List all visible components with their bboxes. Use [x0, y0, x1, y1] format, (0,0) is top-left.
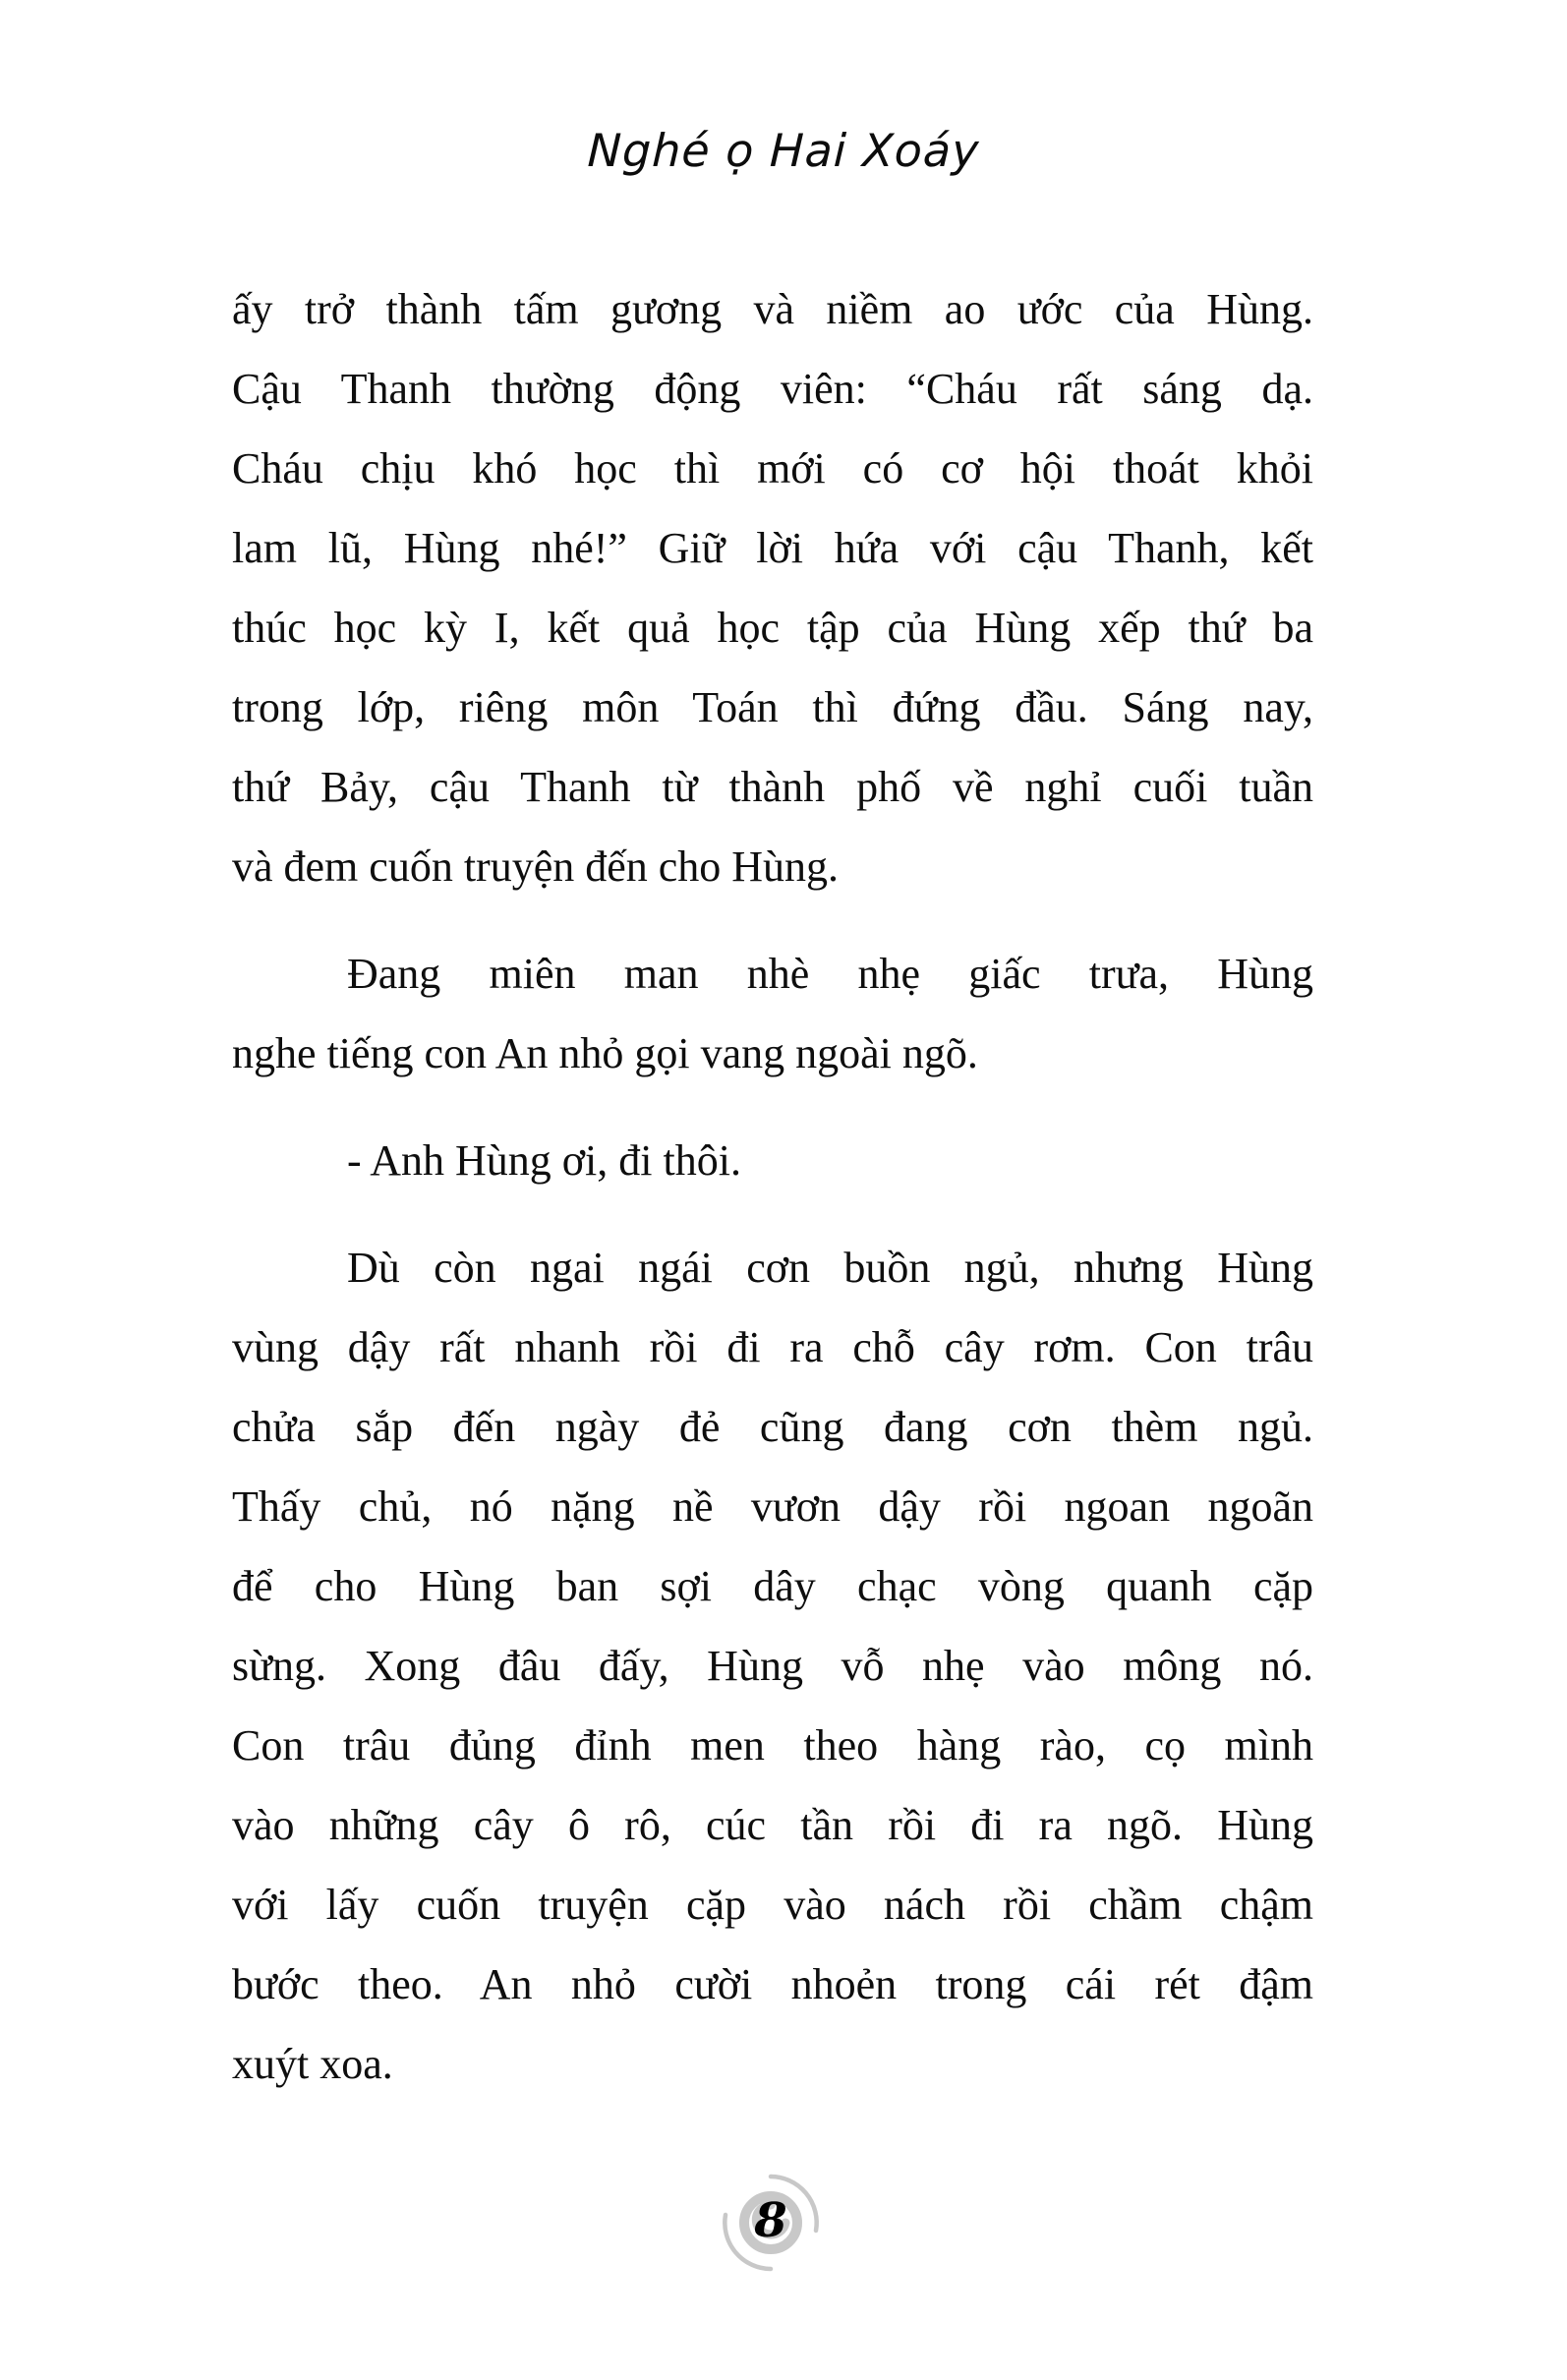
- paragraph: [232, 1228, 1313, 2104]
- text-line: sừng. Xong đâu đấy, Hùng vỗ nhẹ vào mông nó.: [232, 1642, 1313, 1690]
- paragraph: [232, 1121, 1313, 1200]
- text-line: Cậu Thanh thường động viên: “Cháu rất sáng dạ.: [232, 365, 1313, 413]
- text-line: chửa sắp đến ngày đẻ cũng đang cơn thèm ngủ.: [232, 1403, 1313, 1451]
- page-title: Nghé ọ Hai Xoáy: [586, 124, 981, 177]
- text-line: Con trâu đủng đỉnh men theo hàng rào, cọ mình: [232, 1721, 1313, 1770]
- text-line: ấy trở thành tấm gương và niềm ao ước của Hùng.: [232, 285, 1313, 333]
- text-line: với lấy cuốn truyện cặp vào nách rồi chầm chậm: [232, 1881, 1313, 1929]
- page-number-ornament: [692, 2144, 849, 2301]
- text-line: Dù còn ngai ngái cơn buồn ngủ, nhưng Hùng: [347, 1244, 1313, 1292]
- text-line: Đang miên man nhè nhẹ giấc trưa, Hùng: [347, 950, 1313, 998]
- text-line: vào những cây ô rô, cúc tần rồi đi ra ngõ. Hùng: [232, 1801, 1313, 1849]
- text-line: nghe tiếng con An nhỏ gọi vang ngoài ngõ.: [232, 1029, 978, 1077]
- paragraph: [232, 269, 1313, 906]
- body-text: [232, 269, 1313, 2104]
- text-line: thúc học kỳ I, kết quả học tập của Hùng xếp thứ ba: [232, 604, 1313, 652]
- page-number: 8: [754, 2193, 787, 2248]
- text-line: Thấy chủ, nó nặng nề vươn dậy rồi ngoan ngoãn: [232, 1482, 1313, 1531]
- text-line: vùng dậy rất nhanh rồi đi ra chỗ cây rơm. Con trâu: [232, 1323, 1313, 1371]
- text-line: trong lớp, riêng môn Toán thì đứng đầu. Sáng nay,: [232, 683, 1313, 731]
- text-line: xuýt xoa.: [232, 2040, 393, 2088]
- text-line: - Anh Hùng ơi, đi thôi.: [347, 1136, 741, 1185]
- text-line: Cháu chịu khó học thì mới có cơ hội thoát khỏi: [232, 444, 1313, 493]
- text-line: thứ Bảy, cậu Thanh từ thành phố về nghỉ cuối tuần: [232, 763, 1313, 811]
- text-line: và đem cuốn truyện đến cho Hùng.: [232, 842, 840, 891]
- text-line: bước theo. An nhỏ cười nhoẻn trong cái rét đậm: [232, 1960, 1313, 2008]
- text-line: để cho Hùng ban sợi dây chạc vòng quanh cặp: [232, 1562, 1313, 1610]
- paragraph: [232, 934, 1313, 1093]
- text-line: lam lũ, Hùng nhé!” Giữ lời hứa với cậu Thanh, kết: [232, 524, 1313, 572]
